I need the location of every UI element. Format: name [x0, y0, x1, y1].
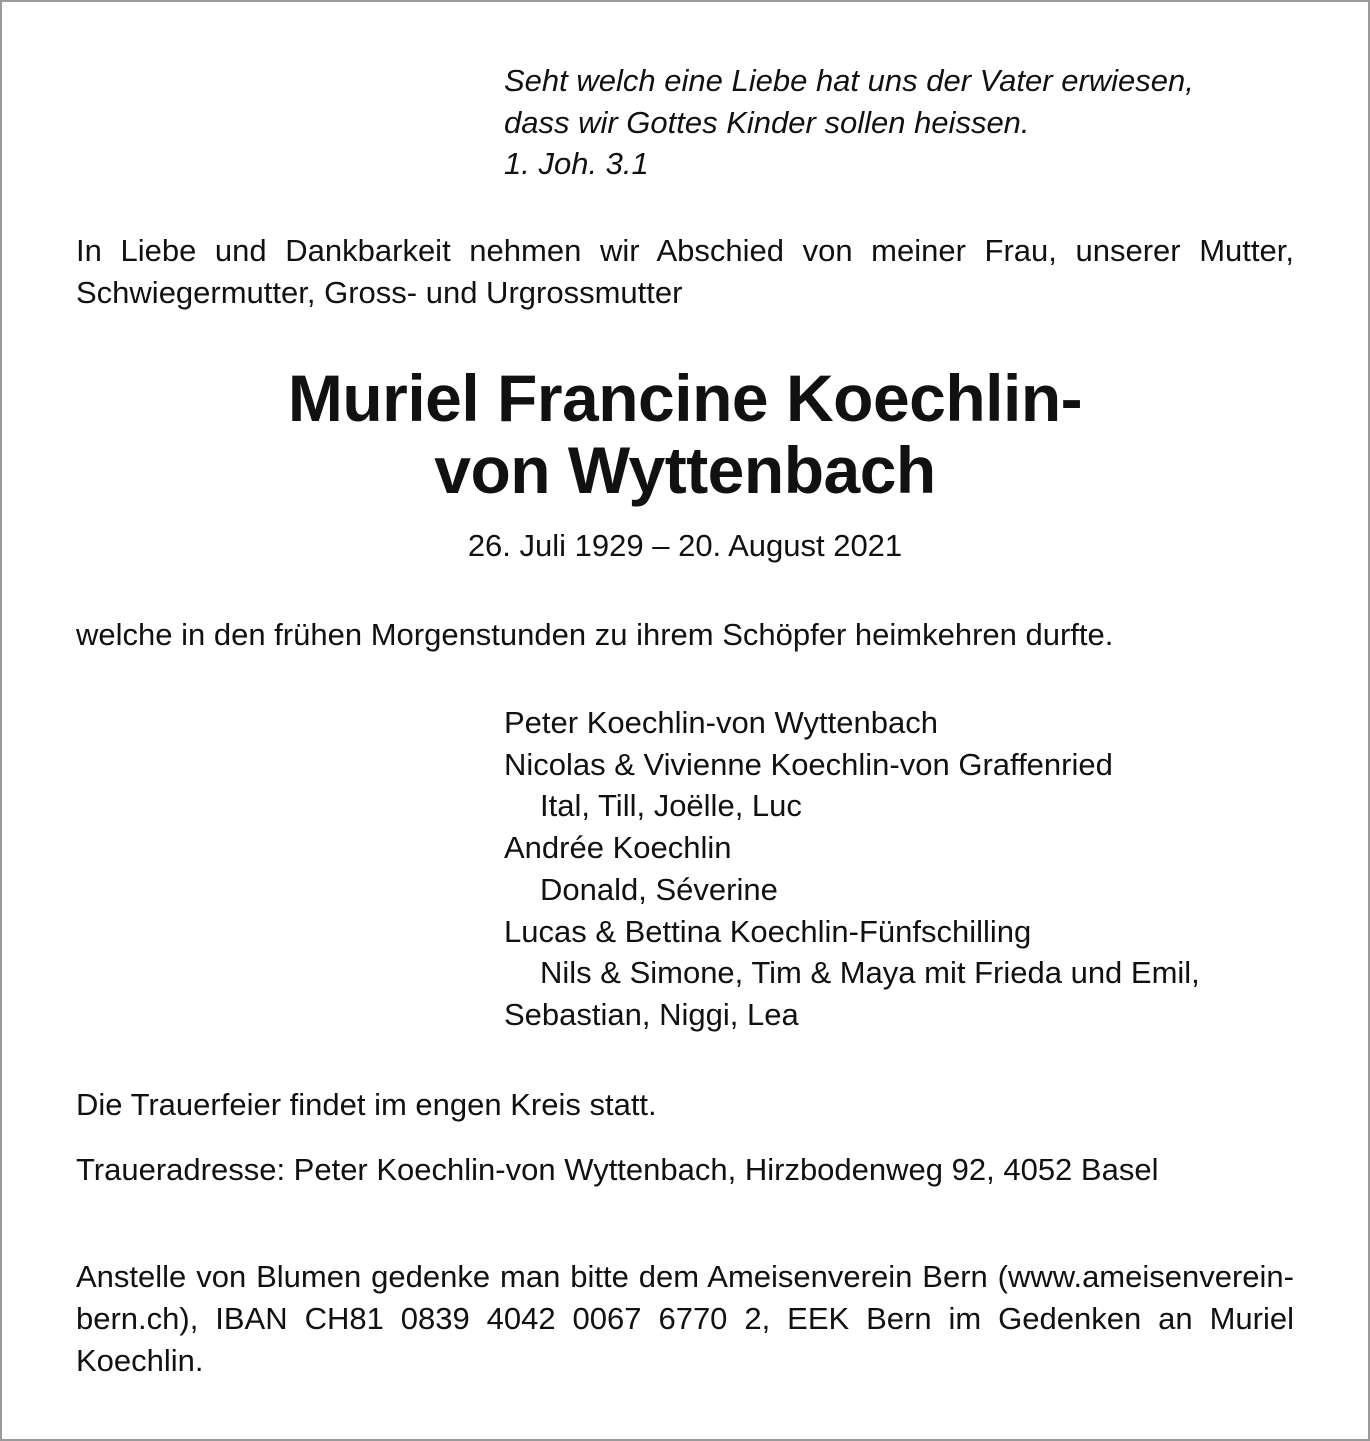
family-member-children: Donald, Séverine	[540, 871, 778, 907]
deceased-name-line-2: von Wyttenbach	[434, 433, 936, 507]
donation-info: Anstelle von Blumen gedenke man bitte dem Ameisenverein Bern (www.ameisenverein-bern.ch), IBAN CH81 0839 4042 0067 6770 2, EEK Bern im Gedenken an Muriel Koechlin.	[76, 1259, 1294, 1378]
deceased-name	[0, 362, 1370, 506]
homecoming-text: welche in den frühen Morgenstunden zu ihrem Schöpfer heimkehren durfte.	[76, 617, 1114, 652]
family-member: Lucas & Bettina Koechlin-Fünfschilling	[504, 913, 1032, 949]
verse-reference: 1. Joh. 3.1	[504, 146, 649, 181]
family-member: Andrée Koechlin	[504, 830, 732, 866]
family-member-children-continued: Sebastian, Niggi, Lea	[504, 996, 799, 1032]
bible-verse	[504, 60, 1194, 185]
family-member-children: Nils & Simone, Tim & Maya mit Frieda und Emil,	[540, 955, 1200, 991]
life-dates: 26. Juli 1929 – 20. August 2021	[467, 528, 903, 563]
mourning-address: Traueradresse: Peter Koechlin-von Wyttenbach, Hirzbodenweg 92, 4052 Basel	[76, 1152, 1159, 1187]
family-member-children: Ital, Till, Joëlle, Luc	[540, 788, 802, 824]
family-member: Nicolas & Vivienne Koechlin-von Graffenried	[504, 746, 1113, 782]
family-list	[504, 702, 1200, 1036]
ceremony-info: Die Trauerfeier findet im engen Kreis statt.	[76, 1087, 657, 1122]
deceased-name-line-1: Muriel Francine Koechlin-	[287, 361, 1083, 435]
verse-line-2: dass wir Gottes Kinder sollen heissen.	[504, 104, 1030, 140]
verse-line-1: Seht welch eine Liebe hat uns der Vater erwiesen,	[504, 63, 1194, 98]
family-member: Peter Koechlin-von Wyttenbach	[504, 705, 938, 740]
intro-text: In Liebe und Dankbarkeit nehmen wir Abschied von meiner Frau, unserer Mutter, Schwiegermutter, Gross- und Urgrossmutter	[76, 233, 1294, 310]
